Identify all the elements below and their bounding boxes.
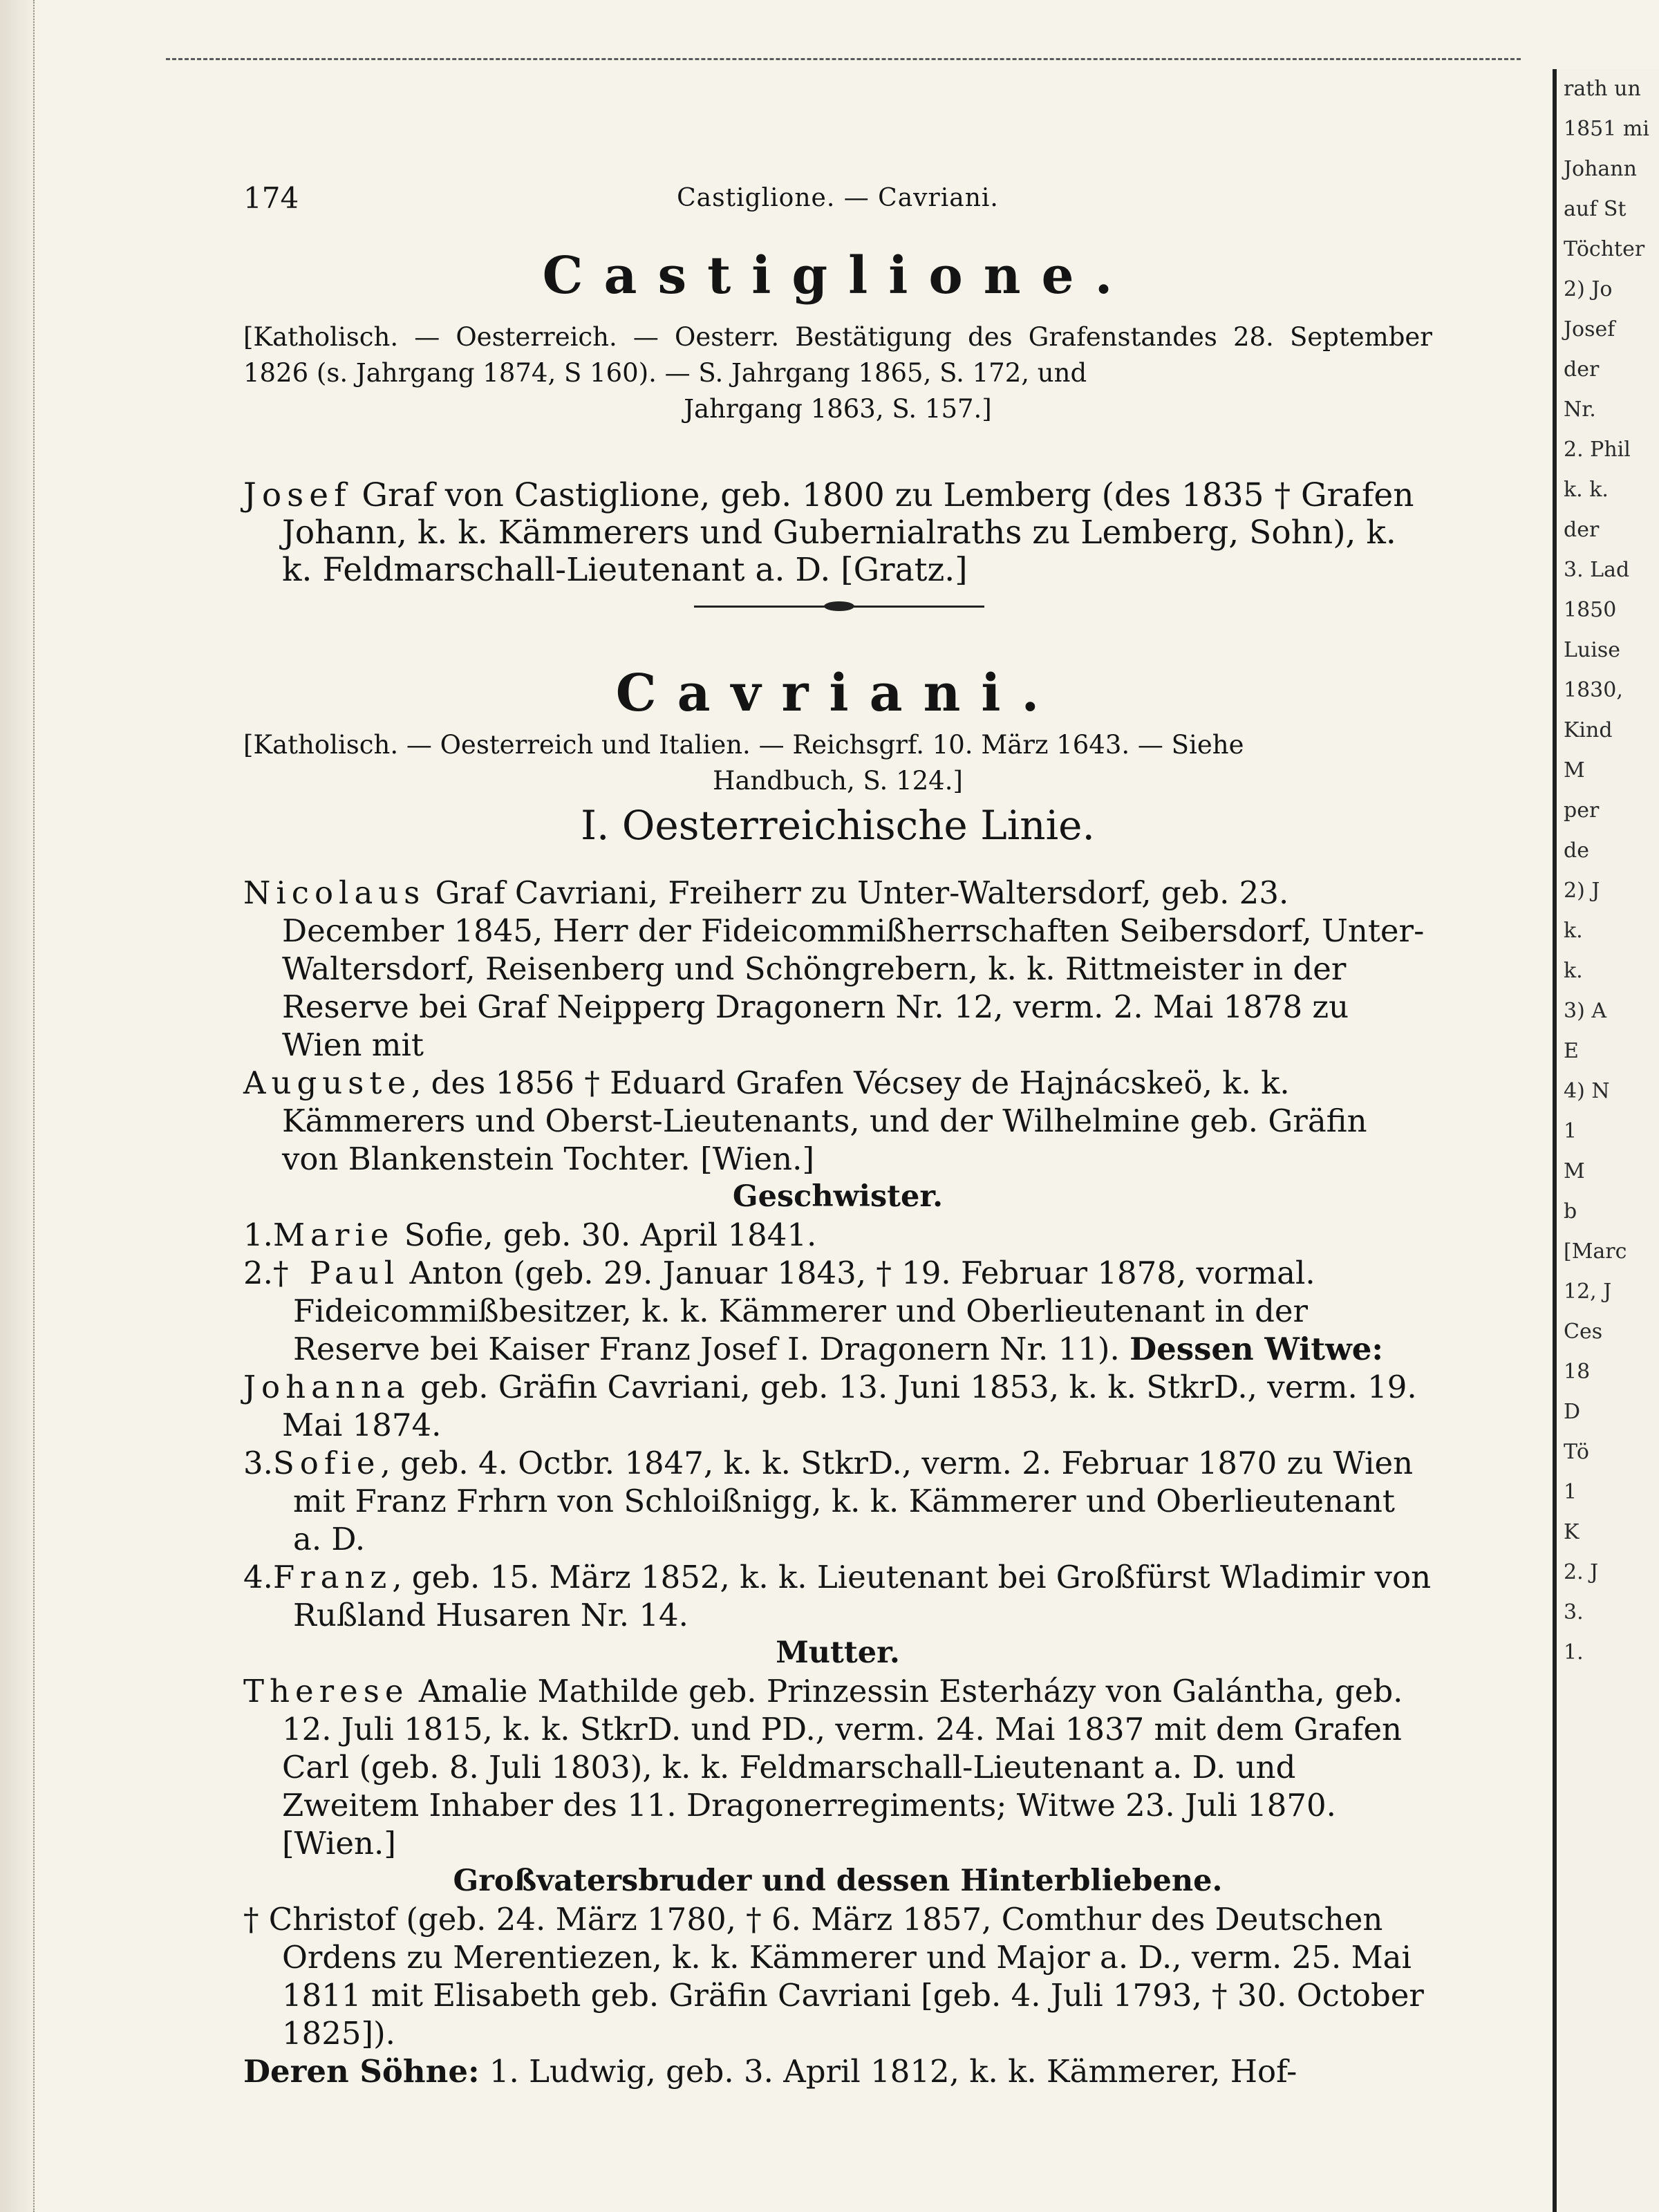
mother-heading: Mutter. xyxy=(776,1635,900,1670)
adjacent-page-strip xyxy=(1559,69,1659,2212)
sibling-2-name: † Paul xyxy=(272,1255,400,1291)
adjacent-page-fragment: 3. Lad xyxy=(1564,558,1630,582)
adjacent-page-fragment: 1830, xyxy=(1564,678,1623,702)
sibling-4-text: , geb. 15. März 1852, k. k. Lieutenant bei Großfürst Wladimir von Rußland Husaren Nr. 14. xyxy=(293,1559,1432,1633)
page-header xyxy=(243,181,1432,223)
castiglione-entry xyxy=(243,477,1432,589)
scan-top-rule xyxy=(166,58,1521,60)
cavriani-body xyxy=(243,874,1432,2090)
christof-entry: † Christof (geb. 24. März 1780, † 6. März 1857, Comthur des Deutschen Ordens zu Merentiezen, k. k. Kämmerer und Major a. D., verm. 25. Mai 1811 mit Elisabeth geb. Gräfin Cavriani [geb. 4. Juli 1793, † 30. October 1825]). xyxy=(243,1901,1424,2052)
adjacent-page-fragment: b xyxy=(1564,1199,1577,1224)
adjacent-page-fragment: [Marc xyxy=(1564,1239,1627,1264)
siblings-heading: Geschwister. xyxy=(732,1179,944,1214)
adjacent-page-fragment: 1850 xyxy=(1564,598,1617,622)
adjacent-page-fragment: Ces xyxy=(1564,1320,1603,1344)
adjacent-page-fragment: M xyxy=(1564,1159,1585,1183)
cavriani-note-line2: Handbuch, S. 124.] xyxy=(713,766,963,796)
adjacent-page-fragment: 1 xyxy=(1564,1119,1577,1143)
adjacent-page-fragment: de xyxy=(1564,838,1589,863)
mother-text: Amalie Mathilde geb. Prinzessin Esterházy von Galántha, geb. 12. Juli 1815, k. k. StkrD. und PD., verm. 24. Mai 1837 mit dem Grafen Carl (geb. 8. Juli 1803), k. k. Feldmarschall-Lieutenant a. D. und Zweitem Inhaber des 11. Dragonerregiments; Witwe 23. Juli 1870. [Wien.] xyxy=(282,1673,1403,1862)
adjacent-page-fragment: k. k. xyxy=(1564,478,1609,502)
running-head: Castiglione. — Cavriani. xyxy=(677,184,999,212)
adjacent-page-fragment: 12, J xyxy=(1564,1280,1612,1304)
adjacent-page-fragment: D xyxy=(1564,1400,1581,1424)
sibling-2-num: 2. xyxy=(243,1255,273,1291)
granduncle-heading: Großvatersbruder und dessen Hinterbliebene. xyxy=(453,1864,1223,1898)
adjacent-page-fragment: 2. J xyxy=(1564,1560,1599,1584)
adjacent-page-fragment: Kind xyxy=(1564,718,1613,742)
entry-text: Graf von Castiglione, geb. 1800 zu Lemberg (des 1835 † Grafen Johann, k. k. Kämmerers und Gubernialraths zu Lemberg, Sohn), k. k. Feldmarschall-Lieutenant a. D. [Gratz.] xyxy=(282,476,1414,589)
adjacent-page-fragment: Nr. xyxy=(1564,397,1596,422)
sibling-4-name: Franz xyxy=(272,1559,393,1595)
sibling-4-num: 4. xyxy=(243,1559,273,1595)
widow-entry xyxy=(243,1368,1432,1444)
head-name: Nicolaus xyxy=(243,874,426,911)
adjacent-page-fragment: 1 xyxy=(1564,1480,1577,1504)
adjacent-page-fragment: 3. xyxy=(1564,1600,1584,1624)
adjacent-page-fragment: Luise xyxy=(1564,638,1620,662)
sons-label: Deren Söhne: xyxy=(243,2053,480,2090)
adjacent-page-fragment: Töchter xyxy=(1564,237,1645,261)
sibling-1 xyxy=(243,1216,1432,1254)
adjacent-page-fragment: 18 xyxy=(1564,1360,1591,1384)
widow-text: geb. Gräfin Cavriani, geb. 13. Juni 1853, k. k. StkrD., verm. 19. Mai 1874. xyxy=(282,1369,1417,1443)
entry-name: Josef xyxy=(243,476,352,514)
wife-entry xyxy=(243,1064,1432,1178)
sibling-3-text: , geb. 4. Octbr. 1847, k. k. StkrD., verm. 2. Februar 1870 zu Wien mit Franz Frhrn von Schloißnigg, k. k. Kämmerer und Oberlieutenant a. D. xyxy=(293,1445,1414,1557)
wife-text: , des 1856 † Eduard Grafen Vécsey de Hajnácskeö, k. k. Kämmerers und Oberst-Lieutenants, und der Wilhelmine geb. Gräfin von Blankenstein Tochter. [Wien.] xyxy=(282,1065,1367,1177)
adjacent-page-fragment: 1. xyxy=(1564,1640,1584,1665)
sibling-1-name: Marie xyxy=(272,1217,395,1253)
castiglione-note-line1: [Katholisch. — Oesterreich. — Oesterr. Bestätigung des Grafenstandes 28. September 1826 (s. Jahrgang 1874, S 160). — S. Jahrgang 1865, S. 172, und xyxy=(243,322,1432,388)
castiglione-title: Castiglione. xyxy=(542,246,1134,306)
adjacent-page-fragment: M xyxy=(1564,758,1585,782)
adjacent-page-fragment: der xyxy=(1564,357,1600,382)
adjacent-page-fragment: der xyxy=(1564,518,1600,542)
sibling-3-name: Sofie xyxy=(272,1445,381,1481)
page-fold xyxy=(1553,69,1557,2212)
adjacent-page-fragment: auf St xyxy=(1564,197,1627,221)
cavriani-title: Cavriani. xyxy=(615,664,1060,723)
cavriani-note xyxy=(243,727,1432,799)
adjacent-page-fragment: K xyxy=(1564,1520,1580,1544)
page-number: 174 xyxy=(243,181,299,215)
adjacent-page-fragment: Josef xyxy=(1564,317,1615,341)
adjacent-page-fragment: Johann xyxy=(1564,157,1637,181)
adjacent-page-fragment: E xyxy=(1564,1039,1579,1063)
sibling-3-num: 3. xyxy=(243,1445,273,1481)
sons-text: 1. Ludwig, geb. 3. April 1812, k. k. Kämmerer, Hof- xyxy=(489,2053,1297,2090)
adjacent-page-fragment: 2) Jo xyxy=(1564,277,1613,301)
head-text: Graf Cavriani, Freiherr zu Unter-Waltersdorf, geb. 23. December 1845, Herr der Fideicommißherrschaften Seibersdorf, Unter-Waltersdorf, Reisenberg und Schöngrebern, k. k. Rittmeister in der Reserve bei Graf Neipperg Dragonern Nr. 12, verm. 2. Mai 1878 zu Wien mit xyxy=(282,874,1425,1063)
sibling-2-widow-label: Dessen Witwe: xyxy=(1130,1331,1384,1367)
widow-name: Johanna xyxy=(243,1369,411,1405)
castiglione-entry-paragraph xyxy=(243,477,1432,589)
wife-name: Auguste xyxy=(243,1065,412,1101)
adjacent-page-fragment: 4) N xyxy=(1564,1079,1610,1103)
castiglione-note xyxy=(243,319,1432,427)
head-entry xyxy=(243,874,1432,1064)
sibling-1-text: Sofie, geb. 30. April 1841. xyxy=(404,1217,817,1253)
adjacent-page-fragment: 1851 mi xyxy=(1564,117,1649,141)
adjacent-page-fragment: rath un xyxy=(1564,77,1641,101)
adjacent-page-fragment: 2) J xyxy=(1564,879,1600,903)
sibling-3 xyxy=(243,1444,1432,1558)
line-title: I. Oesterreichische Linie. xyxy=(581,802,1095,849)
cavriani-note-line1: [Katholisch. — Oesterreich und Italien. — Reichsgrf. 10. März 1643. — Siehe xyxy=(243,730,1244,760)
adjacent-page-fragment: per xyxy=(1564,798,1600,823)
mother-entry xyxy=(243,1672,1432,1862)
sibling-list xyxy=(243,1216,1432,1368)
scan-left-edge xyxy=(0,0,35,2212)
adjacent-page-fragment: 2. Phil xyxy=(1564,438,1631,462)
section-divider-ornament xyxy=(694,600,984,614)
adjacent-page-fragment: 3) A xyxy=(1564,999,1606,1023)
adjacent-page-fragment: Tö xyxy=(1564,1440,1589,1464)
adjacent-page-fragment: k. xyxy=(1564,919,1583,943)
castiglione-note-line2: Jahrgang 1863, S. 157.] xyxy=(684,394,992,424)
adjacent-page-fragment: k. xyxy=(1564,959,1583,983)
sibling-2 xyxy=(243,1254,1432,1368)
sons-entry xyxy=(243,2052,1432,2090)
sibling-1-num: 1. xyxy=(243,1217,273,1253)
sibling-4 xyxy=(243,1558,1432,1634)
sibling-2-text: Anton (geb. 29. Januar 1843, † 19. Februar 1878, vormal. Fideicommißbesitzer, k. k. Kämmerer und Oberlieutenant in der Reserve bei Kaiser Franz Josef I. Dragonern Nr. 11). xyxy=(293,1255,1315,1367)
sibling-list-cont xyxy=(243,1444,1432,1634)
mother-name: Therese xyxy=(243,1673,409,1709)
